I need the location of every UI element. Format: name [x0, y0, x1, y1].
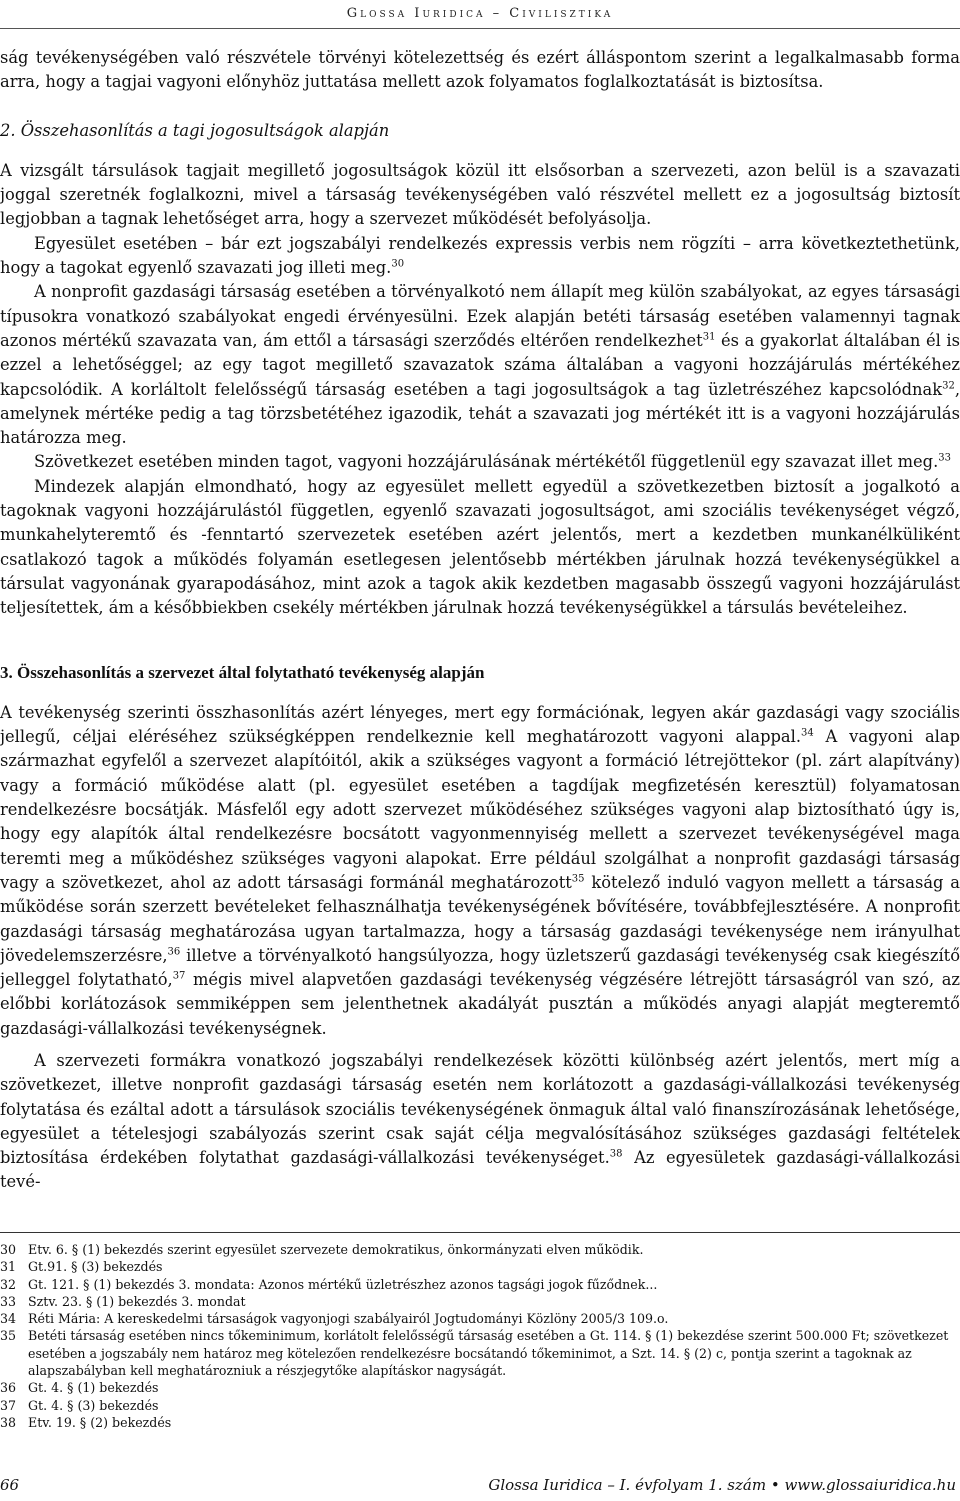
footnote-number: 34: [0, 1311, 17, 1327]
section-heading-2: 2. Összehasonlítás a tagi jogosultságok alapján: [0, 120, 390, 140]
footnote: [0, 1276, 960, 1293]
footnote-text: Gt.91. § (3) bekezdés: [28, 1259, 163, 1275]
footnote-text: Etv. 19. § (2) bekezdés: [28, 1414, 172, 1430]
text-run: és a gyakorlat általában él is ezzel a lehetőséggel; az egy tagot megillető szavazatok száma általában a vagyoni hozzájárulás mértékéhez kapcsolódik. A korláltolt felelősségű társaság esetében a tagi jogosultságok a tag üzletrészéhez kapcsolódnak: [0, 330, 960, 399]
footnote-ref: 33: [938, 453, 952, 465]
page-number: 66: [0, 1476, 20, 1494]
footnote-text: Réti Mária: A kereskedelmi társaságok vagyonjogi szabályairól Jogtudományi Közlöny 2005/3 109.o.: [28, 1311, 669, 1327]
text-run: A vagyoni alap származhat egyfelől a szervezet alapítóitól, akik a szükséges vagyont a formáció létrejöttekor (pl. zárt alapítvány) vagy a formáció működése alatt (pl. egyesület esetében a tagdíjak megfizetésén keresztül) folyamatosan rendelkezésre bocsátják. Másfelől egy adott szervezet működéséhez szükséges vagyoni alap biztosítható úgy is, hogy egy alapítók által rendelkezésre bocsátott vagyonmennyiség mellett a szervezet tevékenységével maga teremti meg a működéshez szükséges vagyoni alapokat. Erre például szolgálhat a nonprofit gazdasági társaság vagy a szövetkezet, ahol az adott társasági formánál meghatározott: [0, 727, 960, 892]
text-run: kötelező induló vagyon mellett a társaság a működése során szerzett bevételeket felhasználhatja tevékenységének bővítésére, továbbfejlesztésére. A nonprofit gazdasági társaság meghatározása ugyan tartalmazza, hogy a társaság gazdasági tevékenysége nem irányulhat jövedelemszerzésre,: [0, 872, 960, 965]
paragraph: [0, 280, 960, 450]
text-run: illetve a törvényalkotó hangsúlyozza, hogy üzletszerű gazdasági tevékenység csak kiegészítő jelleggel folytatható,: [0, 945, 960, 990]
footnote-text: Sztv. 23. § (1) bekezdés 3. mondat: [28, 1293, 246, 1309]
text-run: , amelynek mértéke pedig a tag törzsbetétéhez igazodik, tehát a szavazati jog mértékét itt is a vagyoni hozzájárulás határozza meg.: [0, 379, 960, 448]
footnote: [0, 1379, 960, 1396]
footnote-text: Etv. 6. § (1) bekezdés szerint egyesület szervezete demokratikus, önkormányzati elven működik.: [28, 1242, 644, 1257]
footnote-number: 37: [0, 1397, 17, 1413]
footnote-ref: 35: [571, 873, 585, 885]
running-header: [0, 0, 960, 29]
footnote-ref: 34: [801, 727, 814, 739]
footnote-number: 35: [0, 1328, 17, 1344]
footnote-ref: 31: [702, 331, 716, 343]
footnote: [0, 1241, 960, 1258]
footnotes: [0, 1241, 960, 1431]
text-run: mégis mivel alapvetően gazdasági tevékenység végzésére létrejött társaságról van szó, az előbbi korlátozások semmiképpen sem jelenthetnek akadályát pusztán a működés anyagi alapját megteremtő gazdasági-vállalkozási tevékenységnek.: [0, 970, 960, 1038]
footnote-number: 30: [0, 1242, 17, 1257]
paragraph: [0, 450, 960, 474]
footnote-number: 36: [0, 1380, 17, 1396]
footnote-number: 38: [0, 1414, 17, 1430]
footnote-number: 33: [0, 1293, 17, 1309]
footnote: [0, 1414, 960, 1431]
paragraph: [0, 1049, 960, 1195]
paragraph: ság tevékenységében való részvétele törvényi kötelezettség és ezért álláspontom szerint a legalkalmasabb forma arra, hogy a tagjai vagyoni előnyhöz juttatása mellett azok folyamatos foglalkoztatását is biztosítsa.: [0, 48, 960, 92]
footnote-number: 31: [0, 1259, 17, 1275]
footnote-ref: 32: [942, 380, 955, 392]
text-run: Egyesület esetében – bár ezt jogszabályi rendelkezés expressis verbis nem rögzíti – arra következtethetünk, hogy a tagokat egyenlő szavazati jog illeti meg.: [0, 233, 960, 278]
footnote-text: Gt. 4. § (1) bekezdés: [28, 1380, 159, 1396]
footnote: [0, 1397, 960, 1414]
text-run: A nonprofit gazdasági társaság esetében a törvényalkotó nem állapít meg külön szabályokat, az egyes társasági típusokra vonatkozó szabályokat engedi érvényesülni. Ezek alapján betéti társaság esetében valamennyi tagnak azonos mértékű szavazata van, ám ettől a társasági szerződés eltérően rendelkezhet: [0, 282, 960, 350]
footnote-text: Betéti társaság esetében nincs tőkeminimum, korlátolt felelősségű társaság esetében a Gt. 114. § (1) bekezdése szerint 500.000 Ft; szövetkezet esetében a jogszabály nem határoz meg kötelezően rendelkezésre bocsátandó tőkeminimot, a Szt. 14. § (2) c, pontja szerint a tagoknak az alapszabályban kell meghatározniuk a részjegytőke alapításkor nagyságát.: [28, 1328, 949, 1379]
footnote-ref: 36: [167, 946, 181, 958]
text-run: Az egyesületek gazdasági-vállalkozási tevé-: [0, 1148, 960, 1192]
text-run: Szövetkezet esetében minden tagot, vagyoni hozzájárulásának mértékétől függetlenül egy szavazat illet meg.: [34, 452, 939, 472]
footnote-text: Gt. 4. § (3) bekezdés: [28, 1397, 159, 1413]
footnote-ref: 30: [391, 258, 405, 270]
footnote: [0, 1293, 960, 1310]
footnote-ref: 38: [609, 1148, 623, 1160]
footnote-number: 32: [0, 1276, 17, 1292]
text-run: A szervezeti formákra vonatkozó jogszabályi rendelkezések közötti különbség azért jelentős, mert míg a szövetkezet, illetve nonprofit gazdasági társaság esetén nem korlátozott a gazdasági-vállalkozási tevékenység folytatása és ezáltal adott a társulások szociális tevékenységének önmaguk által való finanszírozásának lehetősége, egyesület a tételesjogi szabályozás szerint csak saját célja megvalósításához szükséges gazdasági feltételek biztosítása érdekében folytathat gazdasági-vállalkozási tevékenységet.: [0, 1050, 960, 1168]
journal-info: Glossa Iuridica – I. évfolyam 1. szám • www.glossaiuridica.hu: [488, 1476, 956, 1494]
paragraph: [0, 701, 960, 1041]
footnote: [0, 1327, 960, 1379]
paragraph: [0, 232, 960, 281]
section-heading-3: 3. Összehasonlítás a szervezet által folytatható tevékenység alapján: [0, 662, 485, 682]
paragraph: A vizsgált társulások tagjait megillető jogosultságok közül itt elsősorban a szervezeti, azon belül is a szavazati joggal szeretnék foglalkozni, mivel a társaság tevékenységében való részvétel mellett ez a jogosultság biztosít legjobban a tagnak lehetőséget arra, hogy a szervezet működését befolyásolja.: [0, 160, 960, 229]
footnote-ref: 37: [172, 970, 186, 982]
paragraph: Mindezek alapján elmondható, hogy az egyesület mellett egyedül a szövetkezetben biztosít a jogalkotó a tagoknak vagyoni hozzájárulástól független, egyenlő szavazati jogosultságot, ami szociális tevékenységet végző, munkahelyteremtő és -fenntartó szervezetek esetében azért jelentős, mert a kezdetben munkanélküliként csatlakozó tagok a működés folyamán esetlegesen jelentősebb mértékben járulnak hozzá tevékenységükkel a társulat vagyonának gyarapodásához, mint azok a tagok akik kezdetben magasabb összegű vagyoni hozzájárulást teljesítettek, ám a későbbiekben csekély mértékben járulnak hozzá tevékenységükkel a társulás bevételeihez.: [0, 476, 960, 618]
main-text: [0, 46, 960, 1195]
footnote-divider: [0, 1232, 960, 1233]
footnote: [0, 1310, 960, 1327]
footnote-text: Gt. 121. § (1) bekezdés 3. mondata: Azonos mértékű üzletrészhez azonos tagsági jogok fűződnek...: [28, 1276, 658, 1292]
header-title: Glossa Iuridica – Civilisztika: [346, 6, 614, 21]
text-run: A tevékenység szerinti összhasonlítás azért lényeges, mert egy formációnak, legyen akár gazdasági vagy szociális jellegű, céljai eléréséhez szükségképpen rendelkeznie kell meghatározott vagyoni alappal.: [0, 702, 960, 747]
footnote: [0, 1258, 960, 1275]
